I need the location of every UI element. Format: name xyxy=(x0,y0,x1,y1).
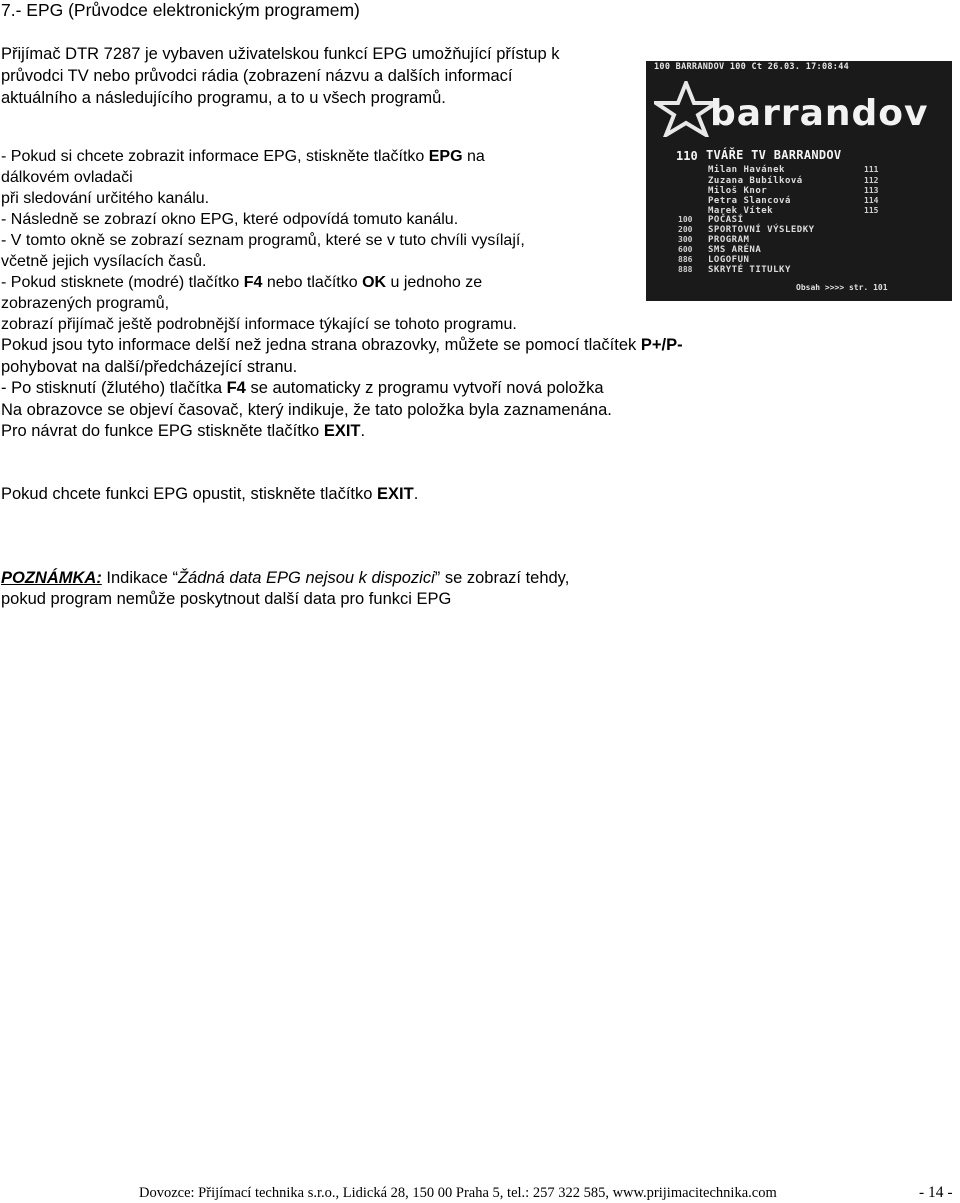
tv-menu-num: 886 xyxy=(678,255,693,264)
epg-tv-screenshot xyxy=(646,61,952,301)
intro-line-2: průvodci TV nebo průvodci rádia (zobrazení názvu a dalších informací xyxy=(1,67,513,85)
step-1-line-1: - Pokud si chcete zobrazit informace EPG, stiskněte tlačítko EPG na xyxy=(1,148,485,165)
key-f4-yellow: F4 xyxy=(226,379,246,397)
tv-person-row: Zuzana Bubílková xyxy=(708,176,803,186)
page-footer: Dovozce: Přijímací technika s.r.o., Lidická 28, 150 00 Praha 5, tel.: 257 322 585, www.prijimacitechnika.com xyxy=(139,1185,777,1201)
note-line-1: POZNÁMKA: Indikace “Žádná data EPG nejsou k dispozici” se zobrazí tehdy, xyxy=(1,569,570,587)
tv-top-bar: 100 BARRANDOV 100 Ct 26.03. 17:08:44 xyxy=(654,62,850,72)
paging-line-1: Pokud jsou tyto informace delší než jedna strana obrazovky, můžete se pomocí tlačítek P+/P- xyxy=(1,336,683,354)
tv-channel-number: 110 xyxy=(676,149,698,163)
paging-line-3: - Po stisknutí (žlutého) tlačítka F4 se automaticky z programu vytvoří nová položka xyxy=(1,379,604,397)
tv-bottom-bar: Obsah >>>> str. 101 xyxy=(796,283,888,292)
exit-instruction: Pokud chcete funkci EPG opustit, stiskněte tlačítko EXIT. xyxy=(1,485,419,503)
tv-person-row: Milan Havánek xyxy=(708,165,785,175)
tv-menu-item: PROGRAM xyxy=(708,235,750,245)
tv-menu-num: 300 xyxy=(678,235,693,244)
tv-menu-num: 888 xyxy=(678,265,693,274)
key-exit-2: EXIT xyxy=(377,485,414,503)
paging-line-2: pohybovat na další/předcházející stranu. xyxy=(1,358,298,376)
page-heading: 7.- EPG (Průvodce elektronickým programem) xyxy=(1,0,360,20)
tv-menu-item: SPORTOVNÍ VÝSLEDKY xyxy=(708,225,815,235)
tv-person-num: 111 xyxy=(864,165,879,174)
tv-person-row: Petra Slancová xyxy=(708,196,791,206)
tv-menu-num: 100 xyxy=(678,215,693,224)
key-p-plus-minus: P+/P- xyxy=(640,336,683,354)
step-4-line-3: zobrazí přijímač ještě podrobnější informace týkající se tohoto programu. xyxy=(1,316,517,333)
tv-menu-item: SMS ARÉNA xyxy=(708,245,762,255)
tv-menu-item: LOGOFUN xyxy=(708,255,750,265)
note-quote: Žádná data EPG nejsou k dispozici xyxy=(177,569,435,587)
intro-line-3: aktuálního a následujícího programu, a to u všech programů. xyxy=(1,89,446,107)
step-4-line-1: - Pokud stisknete (modré) tlačítko F4 nebo tlačítko OK u jednoho ze xyxy=(1,274,483,291)
note-label: POZNÁMKA: xyxy=(1,569,102,587)
tv-person-num: 115 xyxy=(864,206,879,215)
tv-person-num: 113 xyxy=(864,186,879,195)
note-line-2: pokud program nemůže poskytnout další data pro funkci EPG xyxy=(1,590,452,608)
step-3-line-2: včetně jejich vysílacích časů. xyxy=(1,253,207,270)
key-ok: OK xyxy=(362,274,387,291)
paging-line-5: Pro návrat do funkce EPG stiskněte tlačítko EXIT. xyxy=(1,422,366,440)
paging-line-4: Na obrazovce se objeví časovač, který indikuje, že tato položka byla zaznamenána. xyxy=(1,401,612,419)
tv-menu-num: 600 xyxy=(678,245,693,254)
step-1-line-2: dálkovém ovladači xyxy=(1,169,133,186)
key-exit: EXIT xyxy=(323,422,361,440)
tv-person-num: 114 xyxy=(864,196,879,205)
tv-person-row: Miloš Knor xyxy=(708,186,768,196)
key-epg: EPG xyxy=(428,148,463,165)
step-3-line-1: - V tomto okně se zobrazí seznam programů, které se v tuto chvíli vysílají, xyxy=(1,232,525,249)
tv-menu-num: 200 xyxy=(678,225,693,234)
intro-line-1: Přijímač DTR 7287 je vybaven uživatelskou funkcí EPG umožňující přístup k xyxy=(1,45,560,63)
tv-menu-item: SKRYTÉ TITULKY xyxy=(708,265,791,275)
page-number: - 14 - xyxy=(919,1184,953,1201)
barrandov-star-icon xyxy=(654,81,718,137)
tv-person-row: Marek Vítek xyxy=(708,206,774,216)
step-1-line-3: při sledování určitého kanálu. xyxy=(1,190,210,207)
tv-channel-title: TVÁŘE TV BARRANDOV xyxy=(706,148,842,162)
tv-menu-item: POČASÍ xyxy=(708,215,744,225)
barrandov-logo: barrandov xyxy=(710,93,929,134)
step-4-line-2: zobrazených programů, xyxy=(1,295,170,312)
step-2: - Následně se zobrazí okno EPG, které odpovídá tomuto kanálu. xyxy=(1,211,459,228)
key-f4: F4 xyxy=(243,274,263,291)
tv-person-num: 112 xyxy=(864,176,879,185)
